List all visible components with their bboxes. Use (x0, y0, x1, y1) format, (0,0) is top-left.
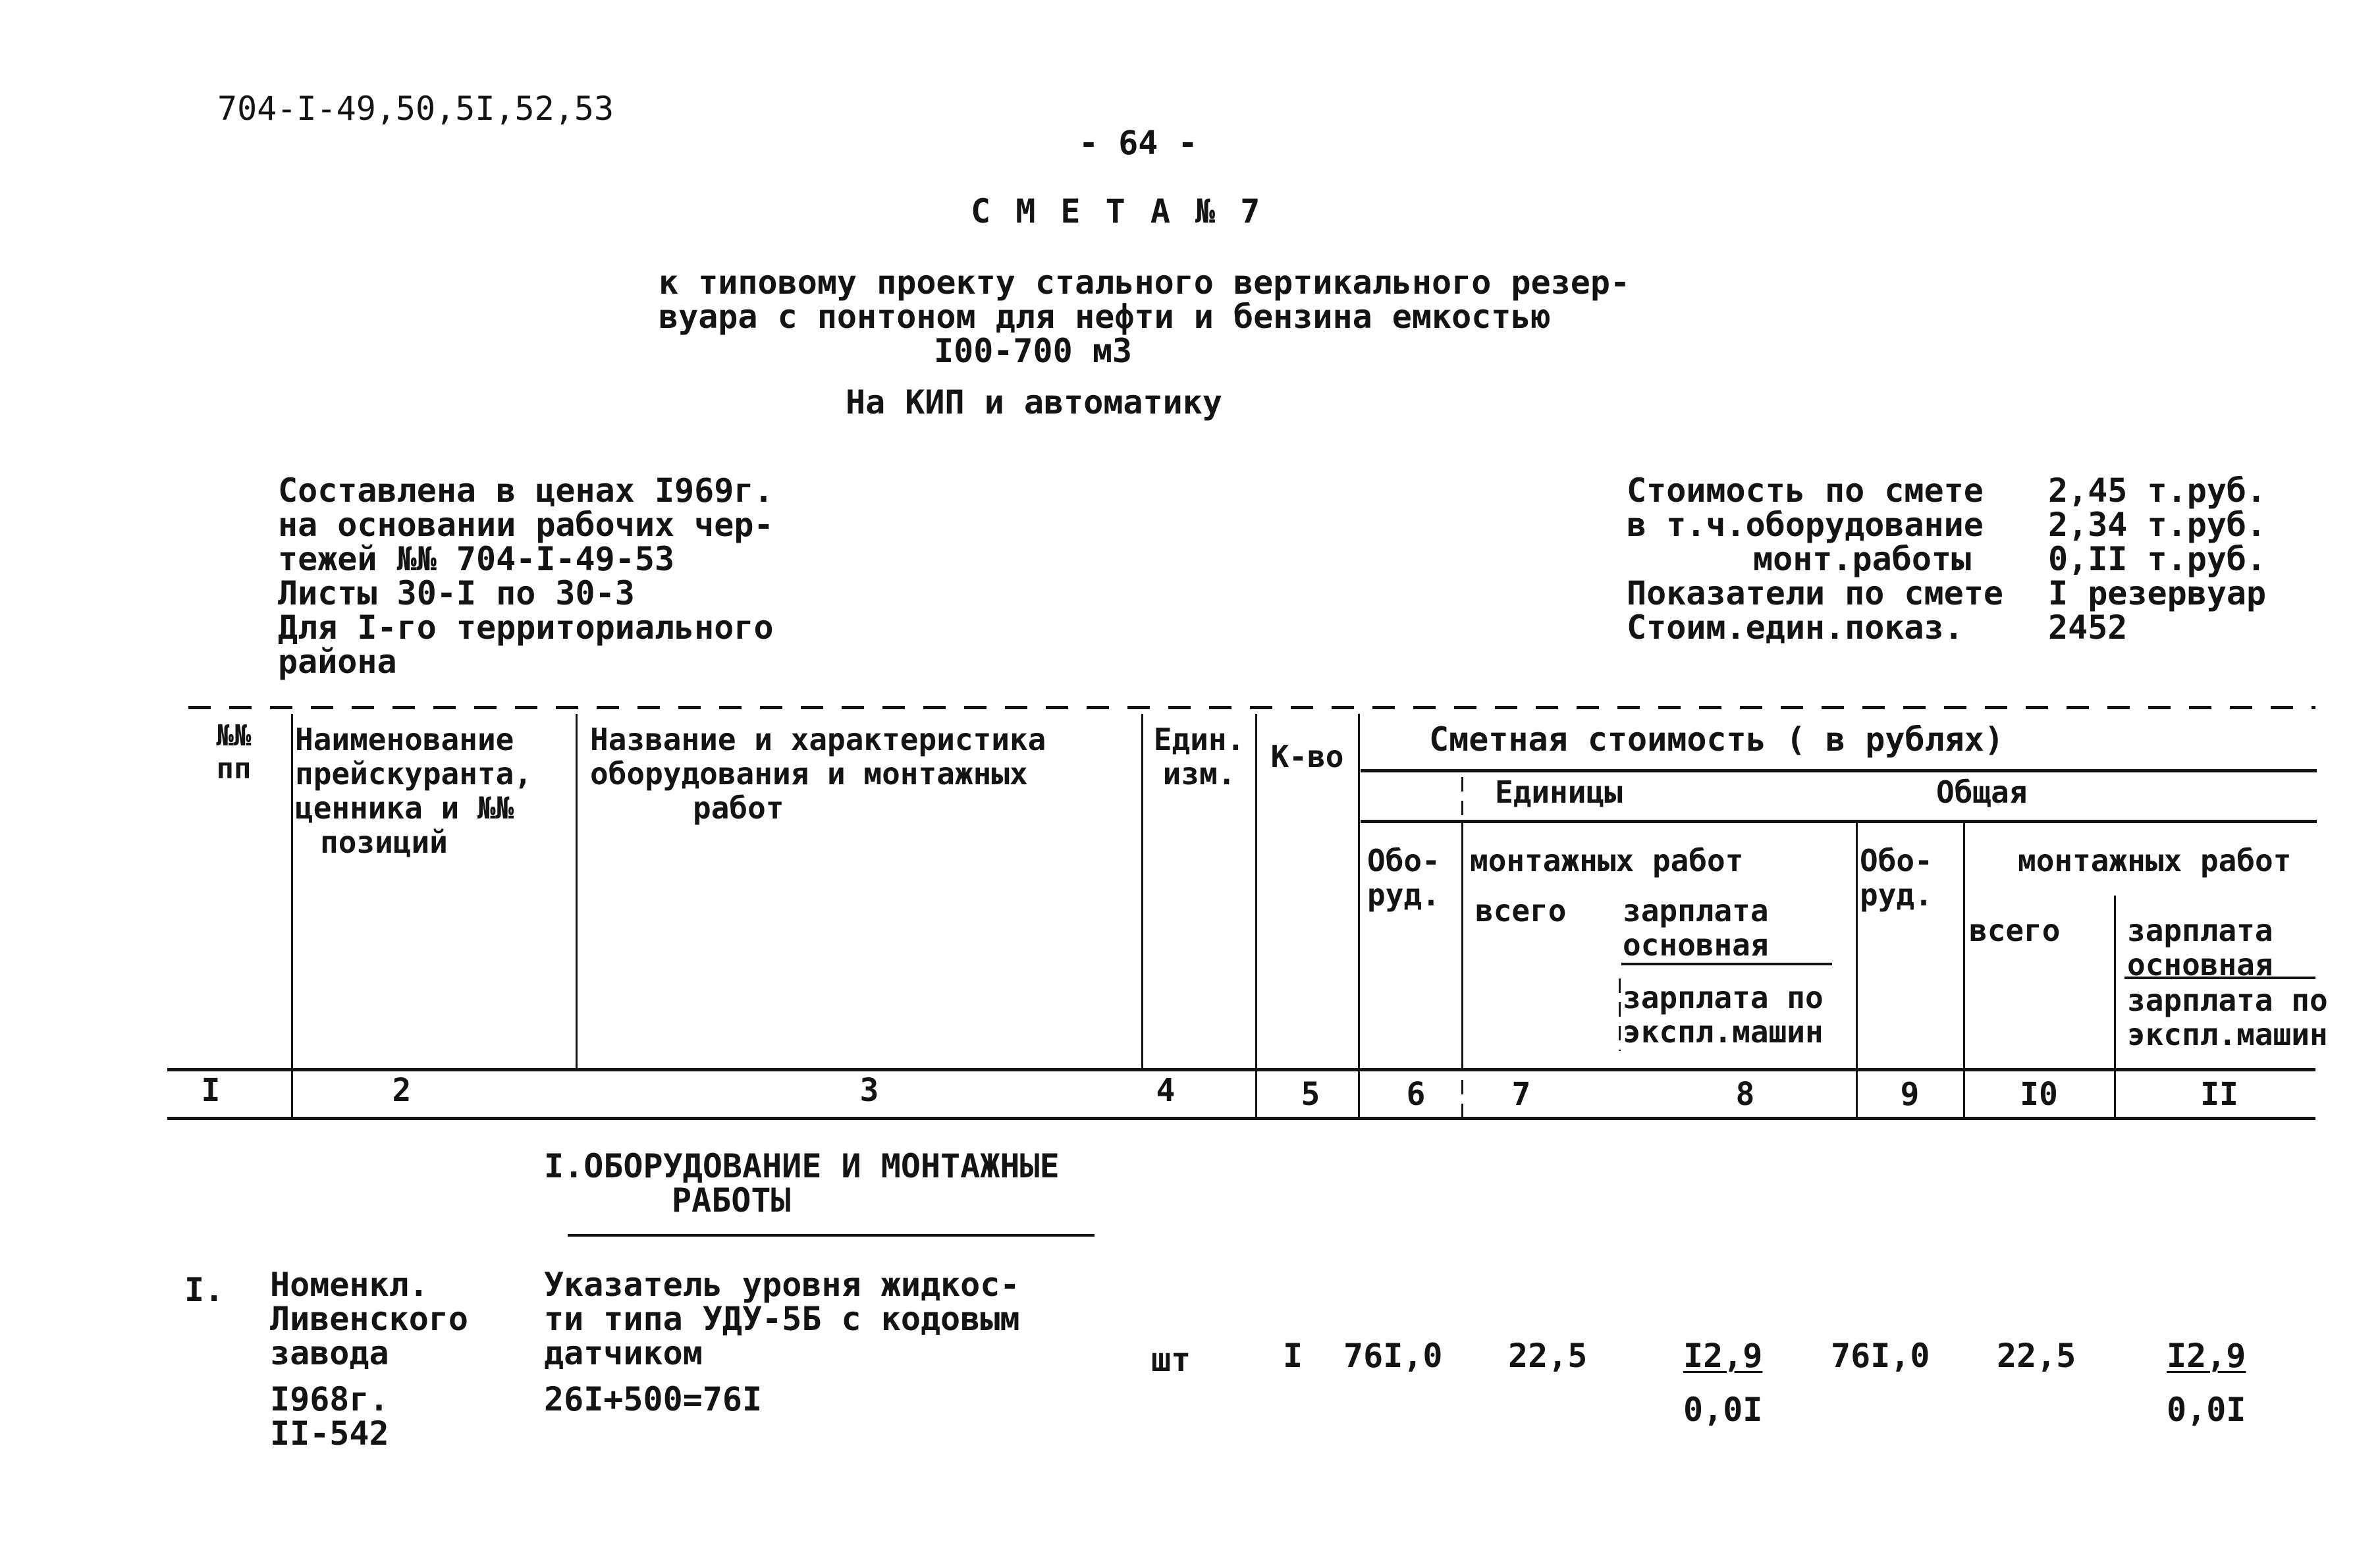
header-name: оборудования и монтажных (590, 756, 1028, 791)
column-divider (1141, 714, 1143, 1069)
column-divider (291, 714, 293, 1119)
section-title-underline (568, 1234, 1095, 1237)
document-title: С М Е Т А № 7 (971, 192, 1263, 230)
column-number: 4 (1156, 1072, 1176, 1109)
cost-label: в т.ч.оборудование (1627, 506, 1984, 544)
header-estimated-cost: Сметная стоимость ( в рублях) (1429, 720, 2004, 759)
rule-below-column-numbers (167, 1117, 2315, 1120)
row-pricelist: Номенкл. (270, 1266, 429, 1304)
row-unit: шт (1151, 1341, 1191, 1379)
row-equipment-total: 76I,0 (1831, 1337, 1930, 1375)
column-divider (1461, 822, 1463, 1071)
info-line: на основании рабочих чер- (278, 506, 774, 544)
header-num: №№ (216, 719, 252, 753)
header-pricelist: позиций (320, 824, 448, 860)
row-name: ти типа УДУ-5Б с кодовым (544, 1300, 1020, 1338)
subtitle-line-4: На КИП и автоматику (846, 383, 1222, 421)
row-name: 26I+500=76I (544, 1380, 763, 1418)
subtitle-line-3: I00-700 м3 (934, 332, 1133, 370)
header-wage-basic-unit: зарплата (1623, 893, 1769, 928)
header-mounting-total: монтажных работ (2018, 843, 2292, 878)
column-number: 3 (859, 1072, 879, 1109)
column-number: 2 (392, 1072, 412, 1109)
subtitle-line-2: вуара с понтоном для нефти и бензина емкостью (659, 298, 1551, 336)
header-wage-basic-unit: основная (1623, 927, 1769, 963)
column-number: 6 (1406, 1076, 1426, 1113)
header-wage-basic-total: основная (2127, 947, 2273, 982)
section-title: РАБОТЫ (672, 1181, 791, 1220)
header-wage-basic-total: зарплата (2127, 913, 2273, 948)
header-name: Название и характеристика (590, 722, 1046, 757)
row-pricelist: завода (270, 1334, 389, 1372)
column-divider (1619, 979, 1621, 1051)
column-divider (1461, 777, 1463, 817)
column-number: I (201, 1072, 221, 1109)
column-divider (1358, 714, 1360, 1119)
document-code: 704-I-49,50,5I,52,53 (217, 90, 614, 128)
row-quantity: I (1283, 1337, 1303, 1375)
column-number: 9 (1900, 1076, 1920, 1113)
column-number: 8 (1735, 1076, 1755, 1113)
info-line: тежей №№ 704-I-49-53 (278, 540, 675, 578)
subtitle-line-1: к типовому проекту стального вертикального резер- (659, 263, 1631, 302)
rule-above-column-numbers (167, 1068, 2315, 1071)
cost-value: 2452 (2048, 608, 2128, 647)
column-number: 7 (1511, 1076, 1531, 1113)
header-mounting-unit: монтажных работ (1470, 843, 1744, 878)
section-title: I.ОБОРУДОВАНИЕ И МОНТАЖНЫЕ (544, 1147, 1060, 1185)
column-number: 5 (1301, 1076, 1320, 1113)
column-divider (1856, 822, 1858, 1119)
header-equipment-total: Обо- (1860, 843, 1933, 878)
header-all-unit: всего (1475, 893, 1567, 928)
info-line: района (278, 643, 397, 681)
cost-value: 0,II т.руб. (2048, 540, 2267, 578)
header-quantity: К-во (1270, 739, 1344, 774)
column-divider (1461, 1080, 1463, 1117)
row-equipment-unit: 76I,0 (1343, 1337, 1443, 1375)
header-wage-machine-unit: экспл.машин (1623, 1014, 1824, 1050)
row-mounting-unit: 22,5 (1508, 1337, 1588, 1375)
row-pricelist: I968г. (270, 1380, 389, 1418)
column-number: I0 (2020, 1076, 2058, 1113)
header-wage-machine-total: экспл.машин (2127, 1017, 2328, 1052)
row-pricelist: II-542 (270, 1414, 389, 1453)
header-pricelist: прейскуранта, (295, 756, 533, 791)
cost-value: I резервуар (2048, 574, 2267, 612)
column-divider (2114, 896, 2116, 1119)
header-wage-machine-unit: зарплата по (1623, 980, 1824, 1015)
cost-label: Показатели по смете (1627, 574, 2003, 612)
header-pricelist: Наименование (295, 722, 514, 757)
cost-label: Стоимость по смете (1627, 471, 1984, 510)
header-unit-cost: Единицы (1495, 774, 1623, 810)
header-equipment-unit: Обо- (1367, 843, 1440, 878)
header-total-cost: Общая (1936, 774, 2028, 810)
column-number: II (2200, 1076, 2238, 1113)
row-name: Указатель уровня жидкос- (544, 1266, 1020, 1304)
header-unit: изм. (1162, 756, 1236, 791)
rule-under-wage-unit (1621, 963, 1832, 965)
column-divider (1963, 822, 1965, 1119)
row-pricelist: Ливенского (270, 1300, 469, 1338)
info-line: Для I-го территориального (278, 608, 774, 647)
row-wage-machine-unit: 0,0I (1683, 1391, 1763, 1429)
header-equipment-total: руд. (1860, 877, 1933, 913)
info-line: Листы 30-I по 30-3 (278, 574, 635, 612)
row-name: датчиком (544, 1334, 703, 1372)
info-line: Составлена в ценах I969г. (278, 471, 774, 510)
rule-under-cost-title (1361, 769, 2317, 772)
header-pricelist: ценника и №№ (295, 790, 514, 826)
cost-label: Стоим.един.показ. (1627, 608, 1964, 647)
row-number: I. (184, 1271, 225, 1309)
rule-under-unit-total (1361, 820, 2317, 823)
table-top-rule (188, 706, 2315, 709)
page-number: - 64 - (1079, 124, 1198, 162)
cost-value: 2,45 т.руб. (2048, 471, 2267, 510)
row-wage-basic-total: I2,9 (2167, 1337, 2246, 1375)
header-equipment-unit: руд. (1367, 877, 1440, 913)
column-divider (576, 714, 578, 1069)
header-unit: Един. (1153, 722, 1245, 757)
column-divider (1255, 714, 1257, 1119)
row-mounting-total: 22,5 (1997, 1337, 2076, 1375)
header-all-total: всего (1969, 913, 2061, 948)
header-name: работ (693, 790, 784, 826)
header-num: пп (216, 752, 252, 786)
header-wage-machine-total: зарплата по (2127, 982, 2328, 1018)
cost-value: 2,34 т.руб. (2048, 506, 2267, 544)
row-wage-machine-total: 0,0I (2167, 1391, 2246, 1429)
row-wage-basic-unit: I2,9 (1683, 1337, 1763, 1375)
cost-label: монт.работы (1753, 540, 1972, 578)
